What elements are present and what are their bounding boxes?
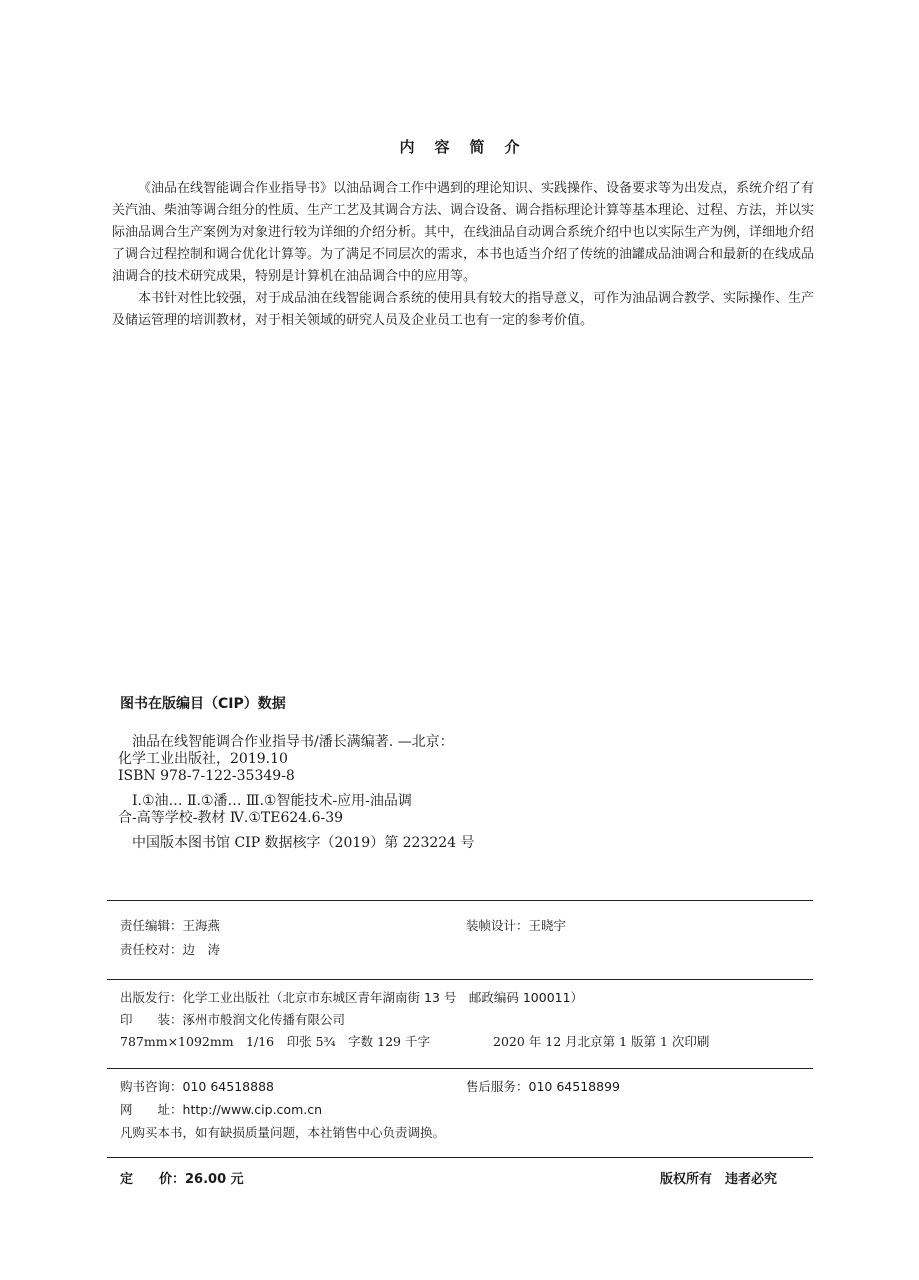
intro-body xyxy=(112,178,814,332)
copyright-notice: 版权所有 违者必究 xyxy=(660,1172,778,1187)
purchase-line xyxy=(120,1077,274,1097)
edition-line: 2020 年 12 月北京第 1 版第 1 次印刷 xyxy=(493,1034,710,1049)
editor-label: 责任编辑： xyxy=(120,918,183,933)
cip-block xyxy=(118,734,558,860)
proofreader-line xyxy=(120,940,220,960)
website-line xyxy=(120,1100,322,1120)
service-line xyxy=(466,1077,620,1097)
proofreader-label: 责任校对： xyxy=(120,942,183,957)
cip-entry xyxy=(118,734,558,785)
proofreader-name: 边 涛 xyxy=(182,942,221,957)
notice-line: 凡购买本书，如有缺损质量问题，本社销售中心负责调换。 xyxy=(120,1125,446,1140)
cip-entry-line1: 油品在线智能调合作业指导书/潘长满编著. —北京： xyxy=(132,734,454,750)
purchase-phone: 010 64518888 xyxy=(182,1079,274,1094)
website-link[interactable]: http://www.cip.com.cn xyxy=(182,1102,323,1117)
publisher: 化学工业出版社（北京市东城区青年湖南街 13 号 邮政编码 100011） xyxy=(182,990,584,1005)
printer: 涿州市般润文化传播有限公司 xyxy=(182,1012,346,1027)
divider xyxy=(107,1068,813,1069)
purchase-label: 购书咨询： xyxy=(120,1079,183,1094)
divider xyxy=(107,1157,813,1158)
intro-title: 内容简介 xyxy=(399,138,540,156)
cip-classification xyxy=(118,793,558,827)
format-line: 787mm×1092mm 1/16 印张 5¾ 字数 129 千字 xyxy=(120,1034,430,1049)
service-label: 售后服务： xyxy=(466,1079,529,1094)
intro-paragraph: 《油品在线智能调合作业指导书》以油品调合工作中遇到的理论知识、实践操作、设备要求等为出发点，系统介绍了有关汽油、柴油等调合组分的性质、生产工艺及其调合方法、调合设备、调合指标理论计算等基本理论、过程、方法，并以实际油品调合生产案例为对象进行较为详细的介绍分析。其中，在线油品自动调合系统介绍中也以实际生产为例，详细地介绍了调合过程控制和调合优化计算等。为了满足不同层次的需求，本书也适当介绍了传统的油罐成品油调合和最新的在线成品油调合的技术研究成果，特别是计算机在油品调合中的应用等。 xyxy=(112,181,815,284)
printer-line xyxy=(120,1010,345,1030)
publisher-label: 出版发行： xyxy=(120,990,183,1005)
editor-line xyxy=(120,916,220,936)
price-label: 定 价： xyxy=(120,1172,186,1187)
divider xyxy=(107,979,813,980)
divider xyxy=(107,900,813,901)
cip-class-line1: Ⅰ.①油… Ⅱ.①潘… Ⅲ.①智能技术-应用-油品调 xyxy=(132,793,412,809)
printer-label: 印 装： xyxy=(120,1012,183,1027)
cip-heading: 图书在版编目（CIP）数据 xyxy=(120,696,286,712)
designer-line xyxy=(466,916,566,936)
service-phone: 010 64518899 xyxy=(528,1079,620,1094)
publisher-line xyxy=(120,988,583,1008)
price-value: 26.00 元 xyxy=(185,1172,244,1187)
website-label: 网 址： xyxy=(120,1102,183,1117)
cip-entry-line2: 化学工业出版社，2019.10 xyxy=(118,751,288,767)
cip-class-line2: 合-高等学校-教材 Ⅳ.①TE624.6-39 xyxy=(118,810,344,826)
designer-label: 装帧设计： xyxy=(466,918,529,933)
price-line xyxy=(120,1168,244,1187)
cip-isbn: ISBN 978-7-122-35349-8 xyxy=(118,768,295,784)
intro-paragraph: 本书针对性比较强，对于成品油在线智能调合系统的使用具有较大的指导意义，可作为油品调合教学、实际操作、生产及储运管理的培训教材，对于相关领域的研究人员及企业员工也有一定的参考价值。 xyxy=(112,291,815,328)
cip-record: 中国版本图书馆 CIP 数据核字（2019）第 223224 号 xyxy=(132,835,475,851)
designer-name: 王晓宇 xyxy=(528,918,567,933)
editor-name: 王海燕 xyxy=(182,918,221,933)
